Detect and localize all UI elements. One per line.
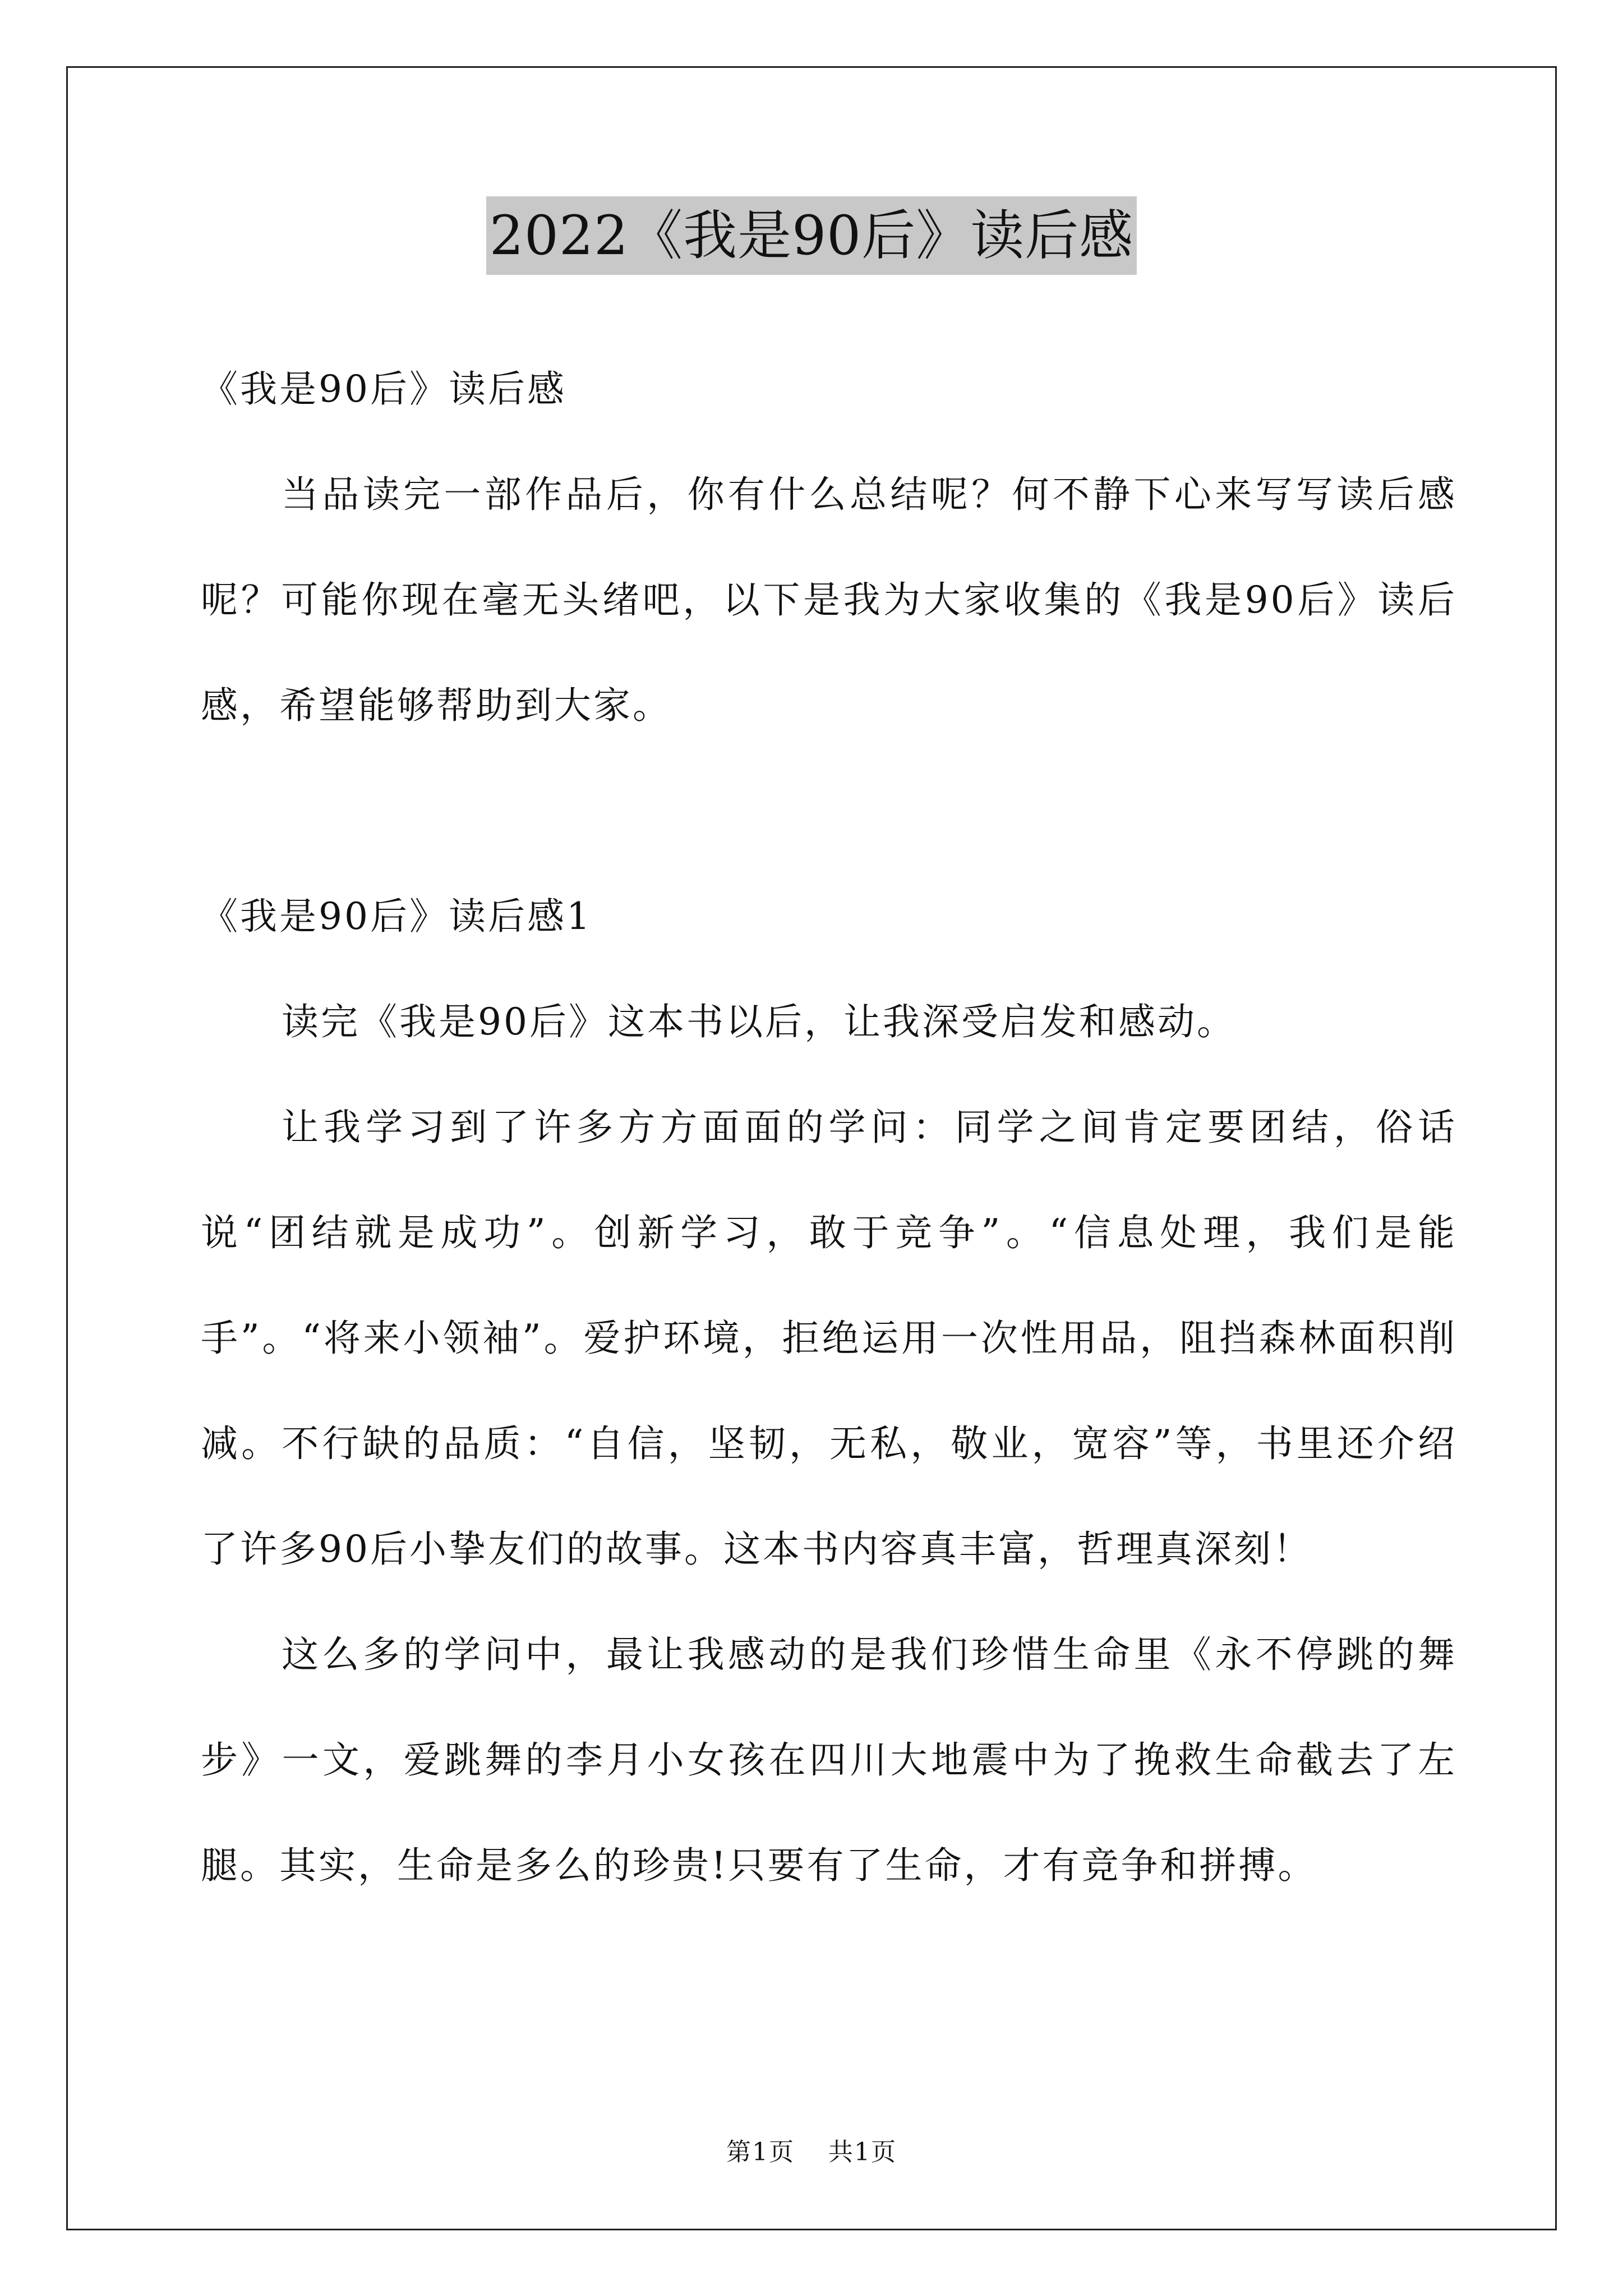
document-body bbox=[201, 337, 1457, 1918]
title-container bbox=[0, 196, 1623, 275]
page-number-current: 第1页 bbox=[726, 2138, 795, 2166]
body-paragraph: 读完《我是90后》这本书以后，让我深受启发和感动。 bbox=[282, 1000, 1236, 1043]
page-footer bbox=[0, 2132, 1623, 2168]
body-paragraph: 这么多的学问中，最让我感动的是我们珍惜生命里《永不停跳的舞步》一文，爱跳舞的李月小女孩在四川大地震中为了挽救生命截去了左腿。其实，生命是多么的珍贵!只要有了生命，才有竞争和拼搏。 bbox=[201, 1633, 1457, 1887]
section-spacer bbox=[201, 758, 1457, 864]
intro-heading: 《我是90后》读后感 bbox=[201, 367, 566, 411]
intro-paragraph: 当品读完一部作品后，你有什么总结呢？何不静下心来写写读后感呢？可能你现在毫无头绪吧，以下是我为大家收集的《我是90后》读后感，希望能够帮助到大家。 bbox=[201, 473, 1457, 727]
body-paragraph: 让我学习到了许多方方面面的学问：同学之间肯定要团结，俗话说“团结就是成功”。创新学习，敢于竞争”。“信息处理，我们是能手”。“将来小领袖”。爱护环境，拒绝运用一次性用品，阻挡森林面积削减。不行缺的品质：“自信，坚韧，无私，敬业，宽容”等，书里还介绍了许多90后小挚友们的故事。这本书内容真丰富，哲理真深刻！ bbox=[201, 1106, 1457, 1571]
page-number-total: 共1页 bbox=[828, 2138, 897, 2166]
section-heading: 《我是90后》读后感1 bbox=[201, 895, 592, 938]
document-title: 2022《我是90后》读后感 bbox=[486, 196, 1137, 275]
